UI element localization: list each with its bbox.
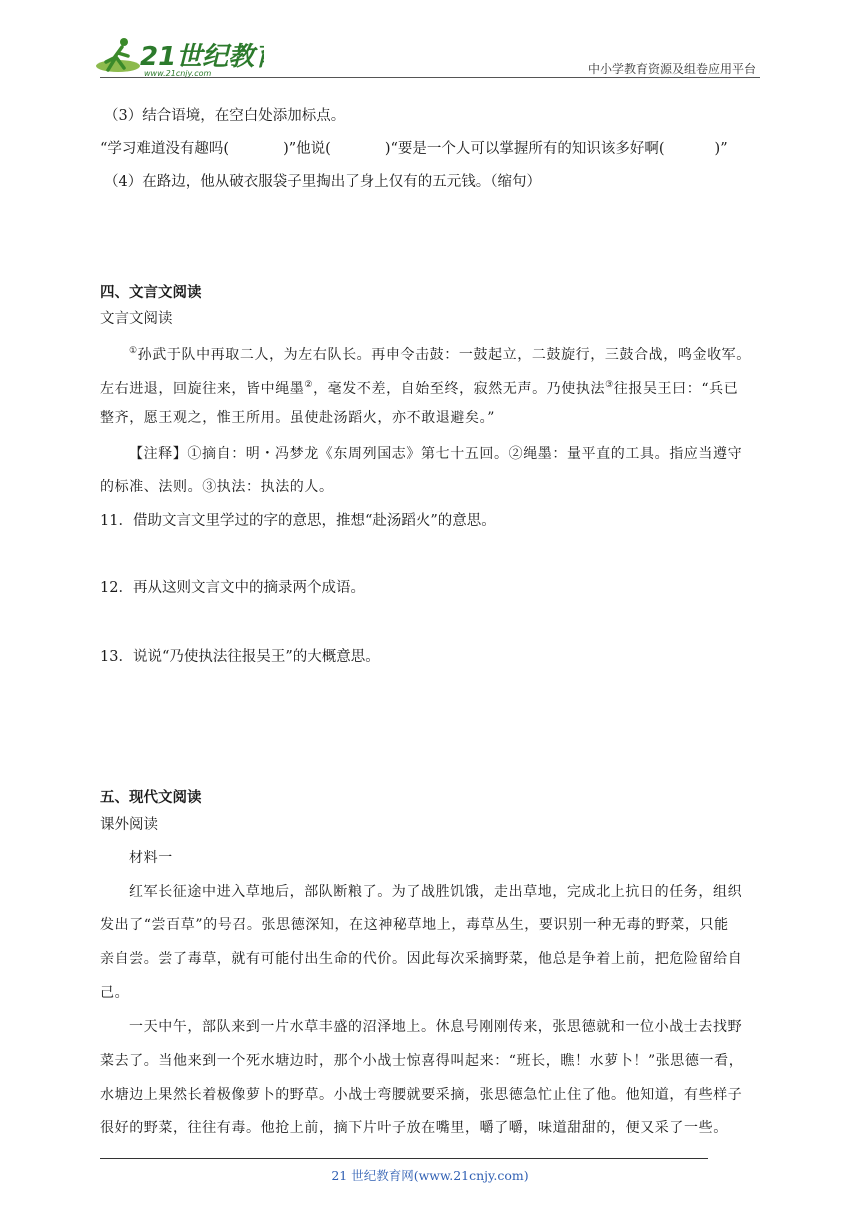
para-2-line-4: 很好的野菜，往往有毒。他抢上前，摘下片叶子放在嘴里，嚼了嚼，味道甜甜的，便又采了一些。 — [100, 1120, 728, 1136]
footnote-mark-3: ③ — [605, 380, 614, 390]
footer-divider — [100, 1158, 708, 1159]
material-label: 材料一 — [129, 850, 173, 866]
annotation-line-1: 【注释】①摘自：明・冯梦龙《东周列国志》第七十五回。②绳墨：量平直的工具。指应当遵守 — [129, 446, 743, 462]
classical-text-line-2: 左右进退，回旋往来，皆中绳墨②，毫发不差，自始至终，寂然无声。乃使执法③往报吴王曰：“兵已 — [100, 380, 739, 397]
logo-runner-icon — [94, 34, 264, 82]
section-4-title: 四、文言文阅读 — [100, 285, 202, 301]
footer-site-link[interactable]: 21 世纪教育网(www.21cnjy.com) — [331, 1168, 529, 1183]
para-2-line-3: 水塘边上果然长着极像萝卜的野草。小战士弯腰就要采摘，张思德急忙止住了他。他知道，有些样子 — [100, 1087, 743, 1103]
q3-part-1: “学习难道没有趣吗( — [100, 141, 230, 157]
para-1-line-1: 红军长征途中进入草地后，部队断粮了。为了战胜饥饿，走出草地，完成北上抗日的任务，组织 — [129, 884, 743, 900]
svg-text:www.21cnjy.com: www.21cnjy.com — [144, 69, 212, 78]
para-2-line-2: 菜去了。当他来到一个死水塘边时，那个小战士惊喜得叫起来：“班长，瞧！水萝卜！”张思德一看， — [100, 1053, 744, 1069]
q3-part-4: )” — [714, 141, 728, 157]
question-13: 13．说说“乃使执法往报吴王”的大概意思。 — [100, 649, 380, 665]
section-4-subtitle: 文言文阅读 — [100, 311, 173, 327]
question-3-label: （3）结合语境，在空白处添加标点。 — [104, 108, 346, 124]
header-divider — [100, 77, 760, 78]
classical-text-line-3: 整齐，愿王观之，惟王所用。虽使赴汤蹈火，亦不敢退避矣。” — [100, 410, 495, 426]
q3-part-2: )”他说( — [283, 141, 331, 157]
classical-text-line-1: ①孙武于队中再取二人，为左右队长。再申令击鼓：一鼓起立，二鼓旋行，三鼓合战，鸣金收军。 — [129, 346, 751, 363]
header-platform-name: 中小学教育资源及组卷应用平台 — [587, 62, 756, 76]
footnote-mark-2: ② — [304, 380, 314, 390]
para-1-line-3: 亲自尝。尝了毒草，就有可能付出生命的代价。因此每次采摘野菜，他总是争着上前，把危险留给自 — [100, 951, 743, 967]
section-5-subtitle: 课外阅读 — [100, 817, 158, 833]
question-11: 11．借助文言文里学过的字的意思，推想“赴汤蹈火”的意思。 — [100, 513, 496, 529]
para-1-line-2: 发出了“尝百草”的号召。张思德深知，在这神秘草地上，毒草丛生，要识别一种无毒的野菜，只能 — [100, 917, 729, 933]
para-1-line-4: 己。 — [100, 985, 130, 1001]
question-3-sentence — [100, 139, 728, 159]
para-2-line-1: 一天中午，部队来到一片水草丰盛的沼泽地上。休息号刚刚传来，张思德就和一位小战士去找野 — [129, 1019, 743, 1035]
question-12: 12．再从这则文言文中的摘录两个成语。 — [100, 580, 365, 596]
logo-text: 21世纪教 — [140, 42, 255, 72]
section-5-title: 五、现代文阅读 — [100, 790, 202, 806]
annotation-line-2: 的标准、法则。③执法：执法的人。 — [100, 479, 334, 495]
question-4-label: （4）在路边，他从破衣服袋子里掏出了身上仅有的五元钱。（缩句） — [104, 174, 541, 190]
site-logo — [94, 34, 264, 82]
footnote-mark-1: ① — [129, 346, 138, 356]
q3-part-3: )“要是一个人可以掌握所有的知识该多好啊( — [384, 141, 665, 157]
